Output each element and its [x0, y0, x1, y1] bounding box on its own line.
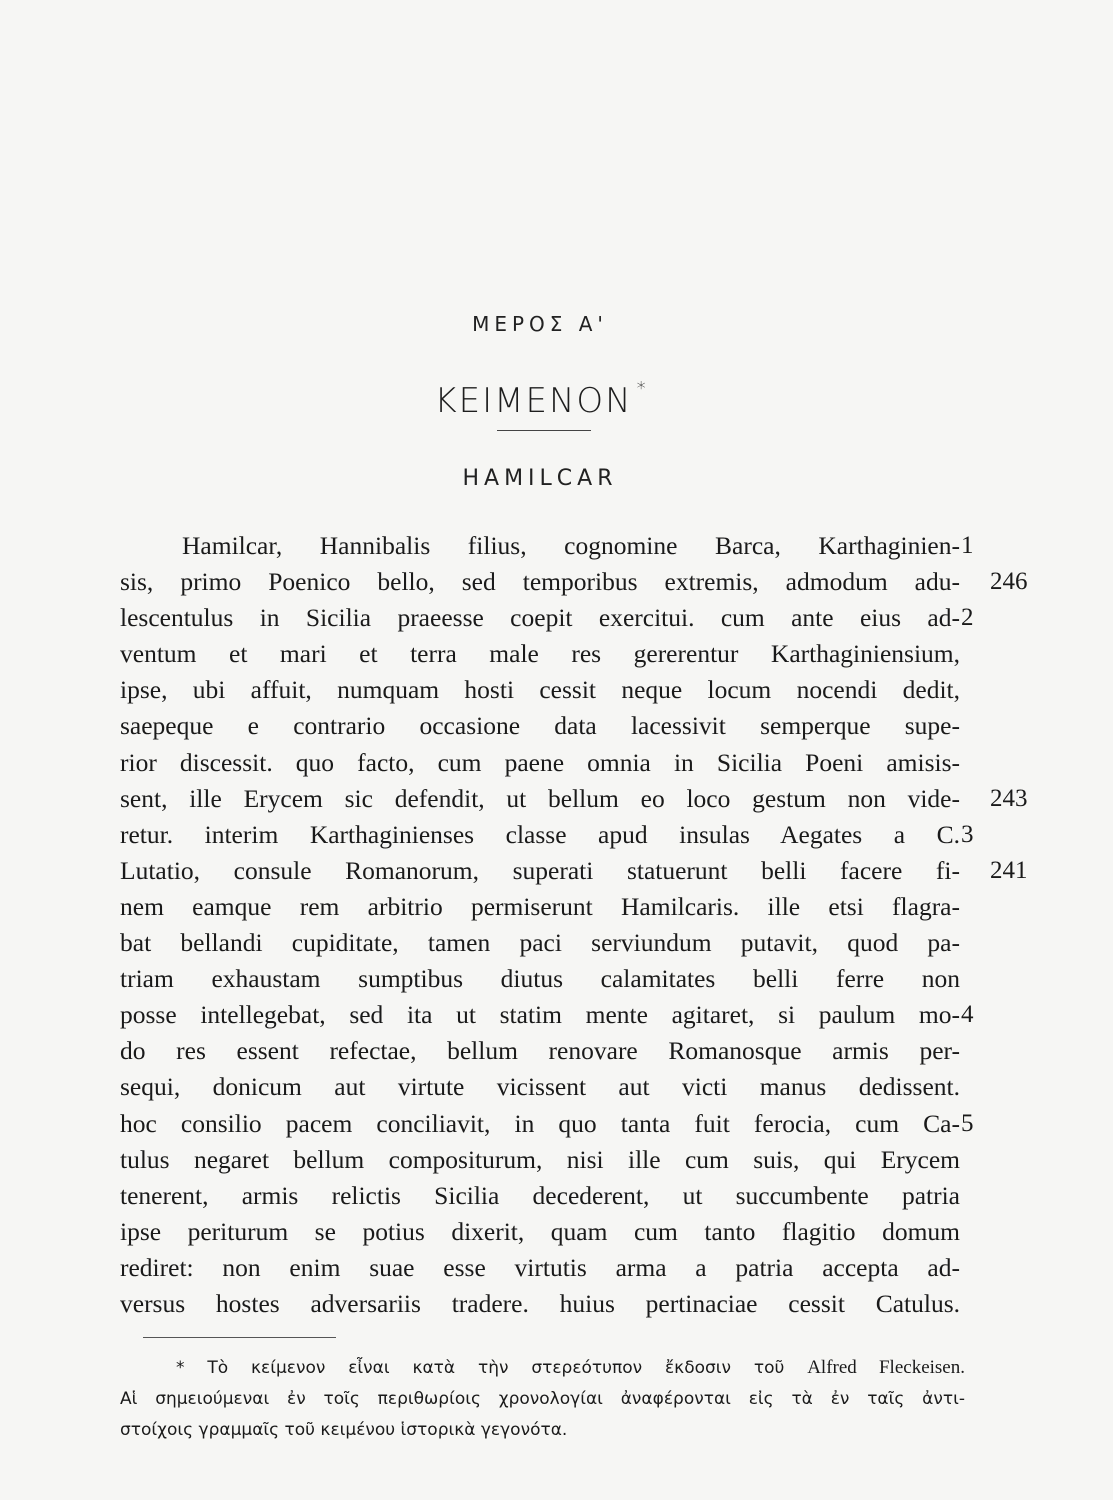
text-line: ipse, ubi affuit, numquam hosti cessit neque locum nocendi dedit,: [120, 675, 960, 705]
text-line: retur. interim Karthaginienses classe apud insulas Aegates a C.: [120, 819, 960, 849]
footnote-editor-name: Alfred Fleckeisen.: [807, 1357, 965, 1378]
text-line: lescentulus in Sicilia praeesse coepit exercitui. cum ante eius ad-: [120, 603, 960, 633]
footnote-marker: *: [636, 378, 646, 399]
text-line: versus hostes adversariis tradere. huius pertinaciae cessit Catulus.: [120, 1288, 960, 1318]
footnote-line: [120, 1352, 965, 1384]
text-line: do res essent refectae, bellum renovare Romanosque armis per-: [120, 1036, 960, 1066]
year-note: 241: [990, 856, 1028, 884]
text-line: triam exhaustam sumptibus diutus calamitates belli ferre non: [120, 964, 960, 994]
title-divider: [497, 430, 591, 431]
footnote-line-greek: * Τὸ κείμενον εἶναι κατὰ τὴν στερεότυπον ἔκδοσιν τοῦ: [176, 1358, 785, 1378]
section-number: 2: [961, 604, 974, 632]
section-number: 5: [961, 1109, 974, 1137]
section-title: [0, 378, 1080, 421]
text-line: tulus negaret bellum compositurum, nisi ille cum suis, qui Erycem: [120, 1144, 960, 1174]
latin-text-body: [120, 528, 960, 1322]
text-line: bat bellandi cupiditate, tamen paci serviundum putavit, quod pa-: [120, 928, 960, 958]
text-line: sis, primo Poenico bello, sed temporibus extremis, admodum adu-: [120, 567, 960, 597]
year-note: 243: [990, 784, 1028, 812]
part-title: ΜΕΡΟΣ Α': [472, 312, 608, 336]
footnote-divider: [143, 1337, 336, 1338]
text-line: ipse periturum se potius dixerit, quam cum tanto flagitio domum: [120, 1216, 960, 1246]
year-note: 246: [990, 568, 1028, 596]
text-line: sent, ille Erycem sic defendit, ut bellum eo loco gestum non vide-: [120, 783, 960, 813]
text-line: posse intellegebat, sed ita ut statim mente agitaret, si paulum mo-: [120, 1000, 960, 1030]
section-number: 3: [961, 820, 974, 848]
text-line: hoc consilio pacem conciliavit, in quo tanta fuit ferocia, cum Ca-: [120, 1108, 960, 1138]
section-title-text: KEIMENON: [434, 381, 633, 421]
text-line: Hamilcar, Hannibalis filius, cognomine Barca, Karthaginien-: [182, 531, 960, 560]
text-line: saepeque e contrario occasione data lacessivit semperque supe-: [120, 711, 960, 741]
text-line: nem eamque rem arbitrio permiserunt Hamilcaris. ille etsi flagra-: [120, 891, 960, 921]
text-line: Lutatio, consule Romanorum, superati statuerunt belli facere fi-: [120, 855, 960, 885]
text-line: sequi, donicum aut virtute vicissent aut victi manus dedissent.: [120, 1072, 960, 1102]
footnote-line: Αἱ σημειούμεναι ἐν τοῖς περιθωρίοις χρονολογίαι ἀναφέρονται εἰς τὰ ἐν ταῖς ἀντι-: [120, 1389, 965, 1409]
section-number: 1: [961, 532, 974, 559]
footnote: [120, 1352, 965, 1446]
chapter-title: HAMILCAR: [462, 466, 618, 491]
text-line: rior discessit. quo facto, cum paene omnia in Sicilia Poeni amisis-: [120, 747, 960, 777]
text-line: rediret: non enim suae esse virtutis arma a patria accepta ad-: [120, 1252, 960, 1282]
text-line: ventum et mari et terra male res gererentur Karthaginiensium,: [120, 639, 960, 669]
section-number: 4: [961, 1001, 974, 1029]
footnote-line: στοίχοις γραμμαῖς τοῦ κειμένου ἱστορικὰ γεγονότα.: [120, 1420, 568, 1440]
text-line: tenerent, armis relictis Sicilia decederent, ut succumbente patria: [120, 1180, 960, 1210]
